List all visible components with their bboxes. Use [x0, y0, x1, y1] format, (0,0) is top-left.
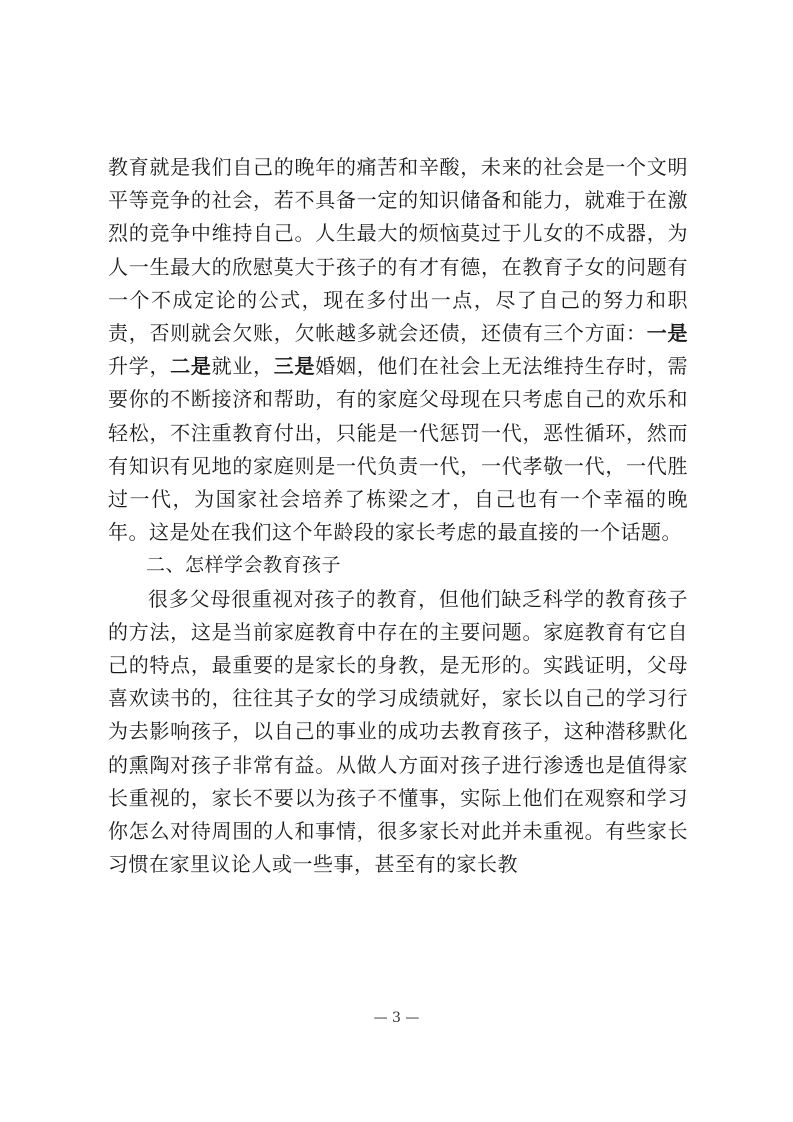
section-heading-2: 二、怎样学会教育孩子	[146, 554, 342, 577]
paragraph-1-part-4: 婚姻，他们在社会上无法维持生存时，需要你的不断接济和帮助，有的家庭父母现在只考虑自己的欢乐和轻松，不注重教育付出，只能是一代惩罚一代，恶性循环，然而有知识有见地的家庭则是一代负责一代，一代孝敬一代，一代胜过一代，为国家社会培养了栋梁之才，自己也有一个幸福的晚年。这是处在我们这个年龄段的家长考虑的最直接的一个话题。	[108, 354, 689, 545]
paragraph-1-part-1: 教育就是我们自己的晚年的痛苦和辛酸，未来的社会是一个文明平等竞争的社会，若不具备一定的知识储备和能力，就难于在激烈的竞争中维持自己。人生最大的烦恼莫过于儿女的不成器，为人一生最大的欣慰莫大于孩子的有才有德，在教育子女的问题有一个不成定论的公式，现在多付出一点，尽了自己的努力和职责，否则就会欠账，欠帐越多就会还债，还债有三个方面：	[108, 155, 688, 346]
emphasis-second: 二是	[170, 354, 212, 379]
emphasis-first: 一是	[646, 321, 689, 346]
paragraph-1	[108, 151, 688, 549]
paragraph-1-part-3: 就业，	[211, 354, 274, 379]
page-number: — 3 —	[373, 1010, 420, 1026]
emphasis-third: 三是	[273, 354, 316, 379]
paragraph-2: 很多父母很重视对孩子的教育，但他们缺乏科学的教育孩子的方法，这是当前家庭教育中存在的主要问题。家庭教育有它自己的特点，最重要的是家长的身教，是无形的。实践证明，父母喜欢读书的，往往其子女的学习成绩就好，家长以自己的学习行为去影响孩子，以自己的事业的成功去教育孩子，这种潜移默化的熏陶对孩子非常有益。从做人方面对孩子进行渗透也是值得家长重视的，家长不要以为孩子不懂事，实际上他们在观察和学习你怎么对待周围的人和事情，很多家长对此并未重视。有些家长习惯在家里议论人或一些事，甚至有的家长教	[108, 586, 688, 877]
body-text	[108, 151, 688, 881]
paragraph-1-part-2: 升学，	[108, 354, 171, 379]
